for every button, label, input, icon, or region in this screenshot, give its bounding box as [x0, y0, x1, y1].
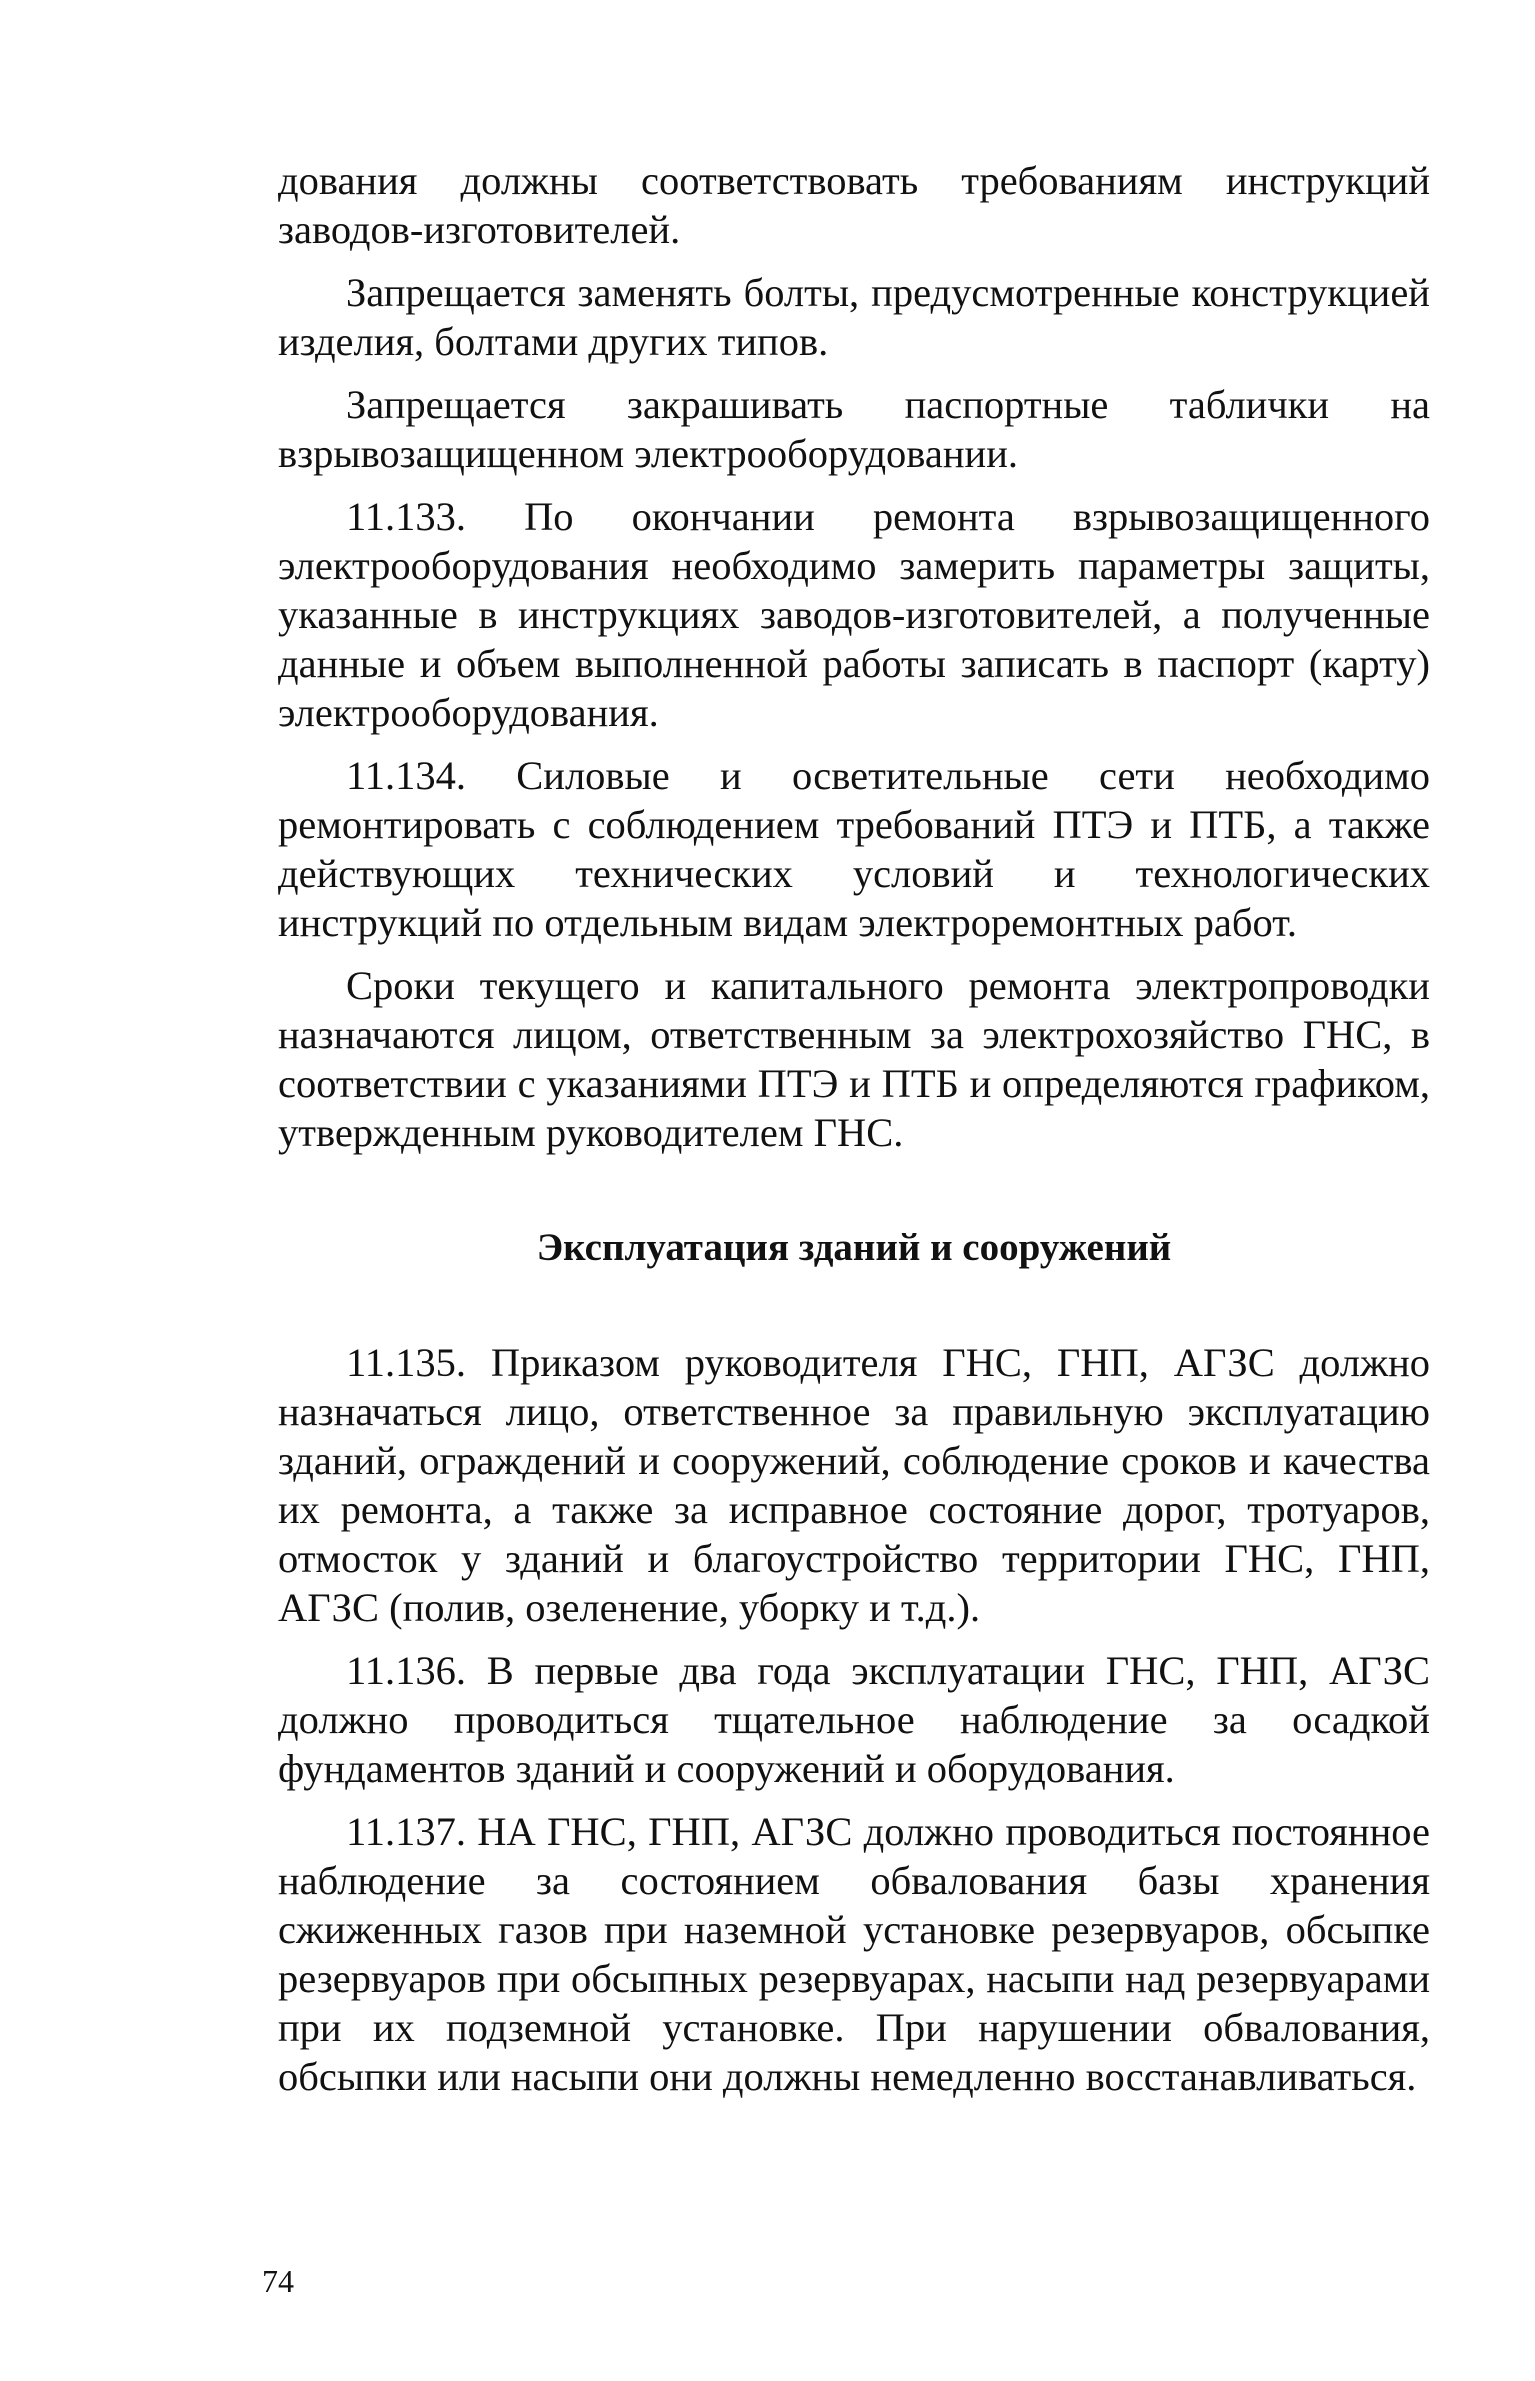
- paragraph-11-135: 11.135. Приказом руководителя ГНС, ГНП, АГЗС должно назначаться лицо, ответственное за правильную эксплуатацию зданий, ограждений и сооружений, соблюдение сроков и качества их ремонта, а также за исправное состояние дорог, тротуаров, отмосток у зданий и благоустройство территории ГНС, ГНП, АГЗС (полив, озеленение, уборку и т.д.).: [278, 1340, 1430, 1630]
- page-number: 74: [262, 2263, 294, 2299]
- paragraph-bolts: Запрещается заменять болты, предусмотренные конструкцией изделия, болтами других типов.: [278, 270, 1430, 364]
- paragraph-11-133: 11.133. По окончании ремонта взрывозащищенного электрооборудования необходимо замерить параметры защиты, указанные в инструкциях заводов-изготовителей, а полученные данные и объем выполненной работы записать в паспорт (карту) электрооборудования.: [278, 494, 1430, 735]
- paragraph-plates: Запрещается закрашивать паспортные таблички на взрывозащищенном электрооборудовании.: [278, 382, 1430, 476]
- paragraph-repair-terms: Сроки текущего и капитального ремонта электропроводки назначаются лицом, ответственным за электрохозяйство ГНС, в соответствии с указаниями ПТЭ и ПТБ и определяются графиком, утвержденным руководителем ГНС.: [278, 963, 1430, 1155]
- body-text: [278, 156, 1430, 2101]
- paragraph-11-136: 11.136. В первые два года эксплуатации ГНС, ГНП, АГЗС должно проводиться тщательное наблюдение за осадкой фундаментов зданий и сооружений и оборудования.: [278, 1648, 1430, 1791]
- section-heading: Эксплуатация зданий и сооружений: [536, 1226, 1172, 1269]
- paragraph-11-137: 11.137. НА ГНС, ГНП, АГЗС должно проводиться постоянное наблюдение за состоянием обвалования базы хранения сжиженных газов при наземной установке резервуаров, обсыпке резервуаров при обсыпных резервуарах, насыпи над резервуарами при их подземной установке. При нарушении обвалования, обсыпки или насыпи они должны немедленно восстанавливаться.: [278, 1809, 1430, 2099]
- paragraph-11-134: 11.134. Силовые и осветительные сети необходимо ремонтировать с соблюдением требований ПТЭ и ПТБ, а также действующих технических условий и технологических инструкций по отдельным видам электроремонтных работ.: [278, 753, 1430, 945]
- paragraph-continuation: дования должны соответствовать требованиям инструкций заводов-изготовителей.: [278, 158, 1430, 252]
